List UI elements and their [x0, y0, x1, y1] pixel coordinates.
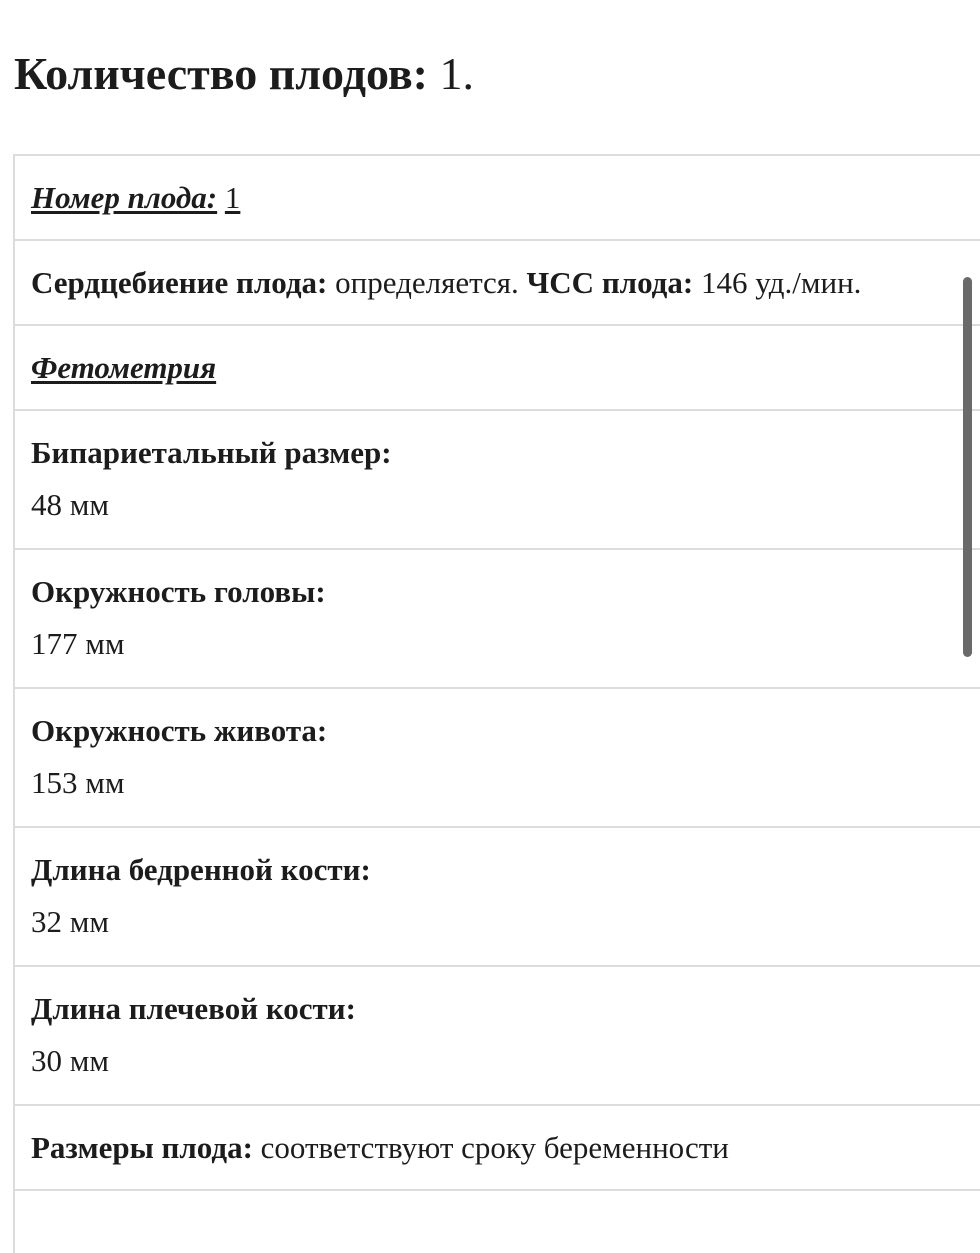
measurement-row-hl: [15, 967, 980, 1106]
vertical-scrollbar[interactable]: [963, 277, 972, 657]
fetus-count-value: 1.: [439, 48, 474, 99]
fetus-count-heading: [14, 44, 474, 104]
measurement-label: Окружность живота:: [31, 713, 328, 748]
fetometry-section-row: [15, 326, 980, 411]
measurement-row-ac: [15, 689, 980, 828]
size-assessment-row: [15, 1106, 980, 1191]
heartbeat-row: [15, 241, 980, 326]
measurement-label: Длина плечевой кости:: [31, 991, 356, 1026]
measurement-row-fl: [15, 828, 980, 967]
heartbeat-label: Сердцебиение плода:: [31, 265, 328, 300]
heart-rate-value: 146 уд./мин.: [700, 265, 862, 300]
measurement-label: Бипариетальный размер:: [31, 435, 392, 470]
measurement-label: Длина бедренной кости:: [31, 852, 371, 887]
fetus-number-label: Номер плода:: [31, 180, 218, 215]
fetometry-title: Фетометрия: [31, 350, 217, 385]
fetus-number-value: 1: [224, 180, 241, 215]
heartbeat-value: определяется.: [335, 265, 519, 300]
size-assessment-value: соответствуют сроку беременности: [260, 1130, 729, 1165]
fetus-number-row: [15, 156, 980, 241]
ultrasound-report-table: [13, 154, 980, 1253]
measurement-value: 153 мм: [31, 765, 125, 800]
measurement-row-hc: [15, 550, 980, 689]
measurement-label: Окружность головы:: [31, 574, 326, 609]
next-row-partial: [15, 1191, 980, 1253]
measurement-value: 177 мм: [31, 626, 125, 661]
fetus-count-label: Количество плодов:: [14, 48, 428, 99]
size-assessment-label: Размеры плода:: [31, 1130, 253, 1165]
measurement-row-bpd: [15, 411, 980, 550]
measurement-value: 32 мм: [31, 904, 109, 939]
measurement-value: 30 мм: [31, 1043, 109, 1078]
heart-rate-label: ЧСС плода:: [526, 265, 694, 300]
measurement-value: 48 мм: [31, 487, 109, 522]
